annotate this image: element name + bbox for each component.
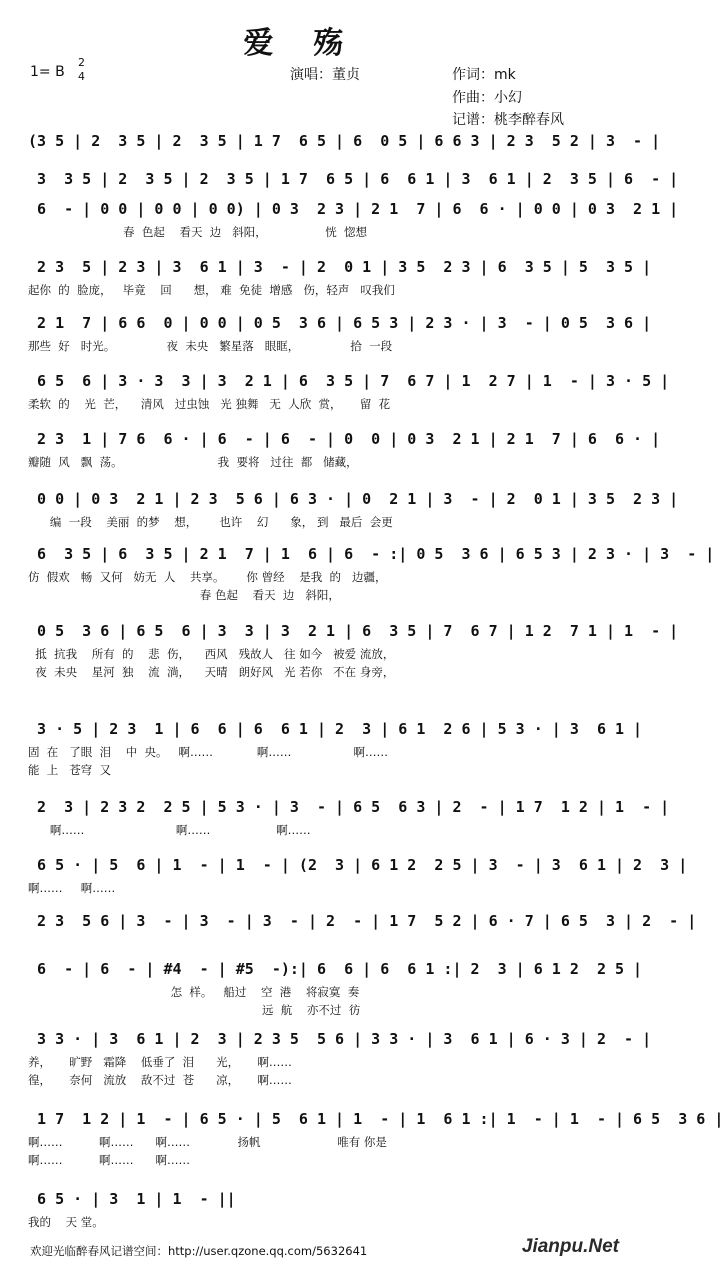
lyric-line: 柔软 的 光 芒， 清风 过虫蚀 光 独舞 无 人欣 赏， 留 花: [28, 397, 391, 411]
notation-line: 3 · 5 | 2 3 1 | 6 6 | 6 6 1 | 2 3 | 6 1 2 6 | 5 3 · | 3 6 1 |: [28, 720, 643, 738]
notation-line: 1 7 1 2 | 1 - | 6 5 · | 5 6 1 | 1 - | 1 6 1 :| 1 - | 1 - | 6 5 3 6 |: [28, 1110, 723, 1128]
lyric-line: 能 上 苍穹 又: [28, 763, 112, 777]
lyric-line: 啊…… 啊…… 啊……: [28, 1153, 190, 1167]
lyric-line: 夜 未央 星河 独 流 淌， 天晴 朗好风 光 若你 不在 身旁，: [28, 665, 395, 679]
site-watermark: Jianpu.Net: [521, 1236, 619, 1257]
lyric-line: 啊…… 啊…… 啊…… 扬帆 唯有 你是: [28, 1135, 387, 1149]
lyric-line: 远 航 亦不过 彷: [28, 1003, 361, 1017]
notation-line: 2 1 7 | 6 6 0 | 0 0 | 0 5 3 6 | 6 5 3 | 2 3 · | 3 - | 0 5 3 6 |: [28, 314, 652, 332]
time-signature-top: 2: [78, 56, 85, 69]
lyric-line: 我的 天 堂。: [28, 1215, 104, 1229]
notation-line: 2 3 5 6 | 3 - | 3 - | 3 - | 2 - | 1 7 5 2 | 6 · 7 | 6 5 3 | 2 - |: [28, 912, 697, 930]
lyric-line: 啊…… 啊…… 啊……: [28, 823, 311, 837]
notation-line: 6 5 · | 5 6 | 1 - | 1 - | (2 3 | 6 1 2 2 5 | 3 - | 3 6 1 | 2 3 |: [28, 856, 688, 874]
singer-credit: 演唱：董贞: [290, 67, 360, 83]
lyric-line: 仿 假欢 畅 又何 妨无 人 共享。 你 曾经 是我 的 边疆，: [28, 570, 387, 584]
notation-line: (3 5 | 2 3 5 | 2 3 5 | 1 7 6 5 | 6 0 5 | 6 6 3 | 2 3 5 2 | 3 - |: [28, 132, 661, 150]
notation-line: 3 3 5 | 2 3 5 | 2 3 5 | 1 7 6 5 | 6 6 1 | 3 6 1 | 2 3 5 | 6 - |: [28, 170, 679, 188]
lyric-line: 瓣随 风 飘 荡。 我 要将 过往 都 储藏，: [28, 455, 358, 469]
lyric-line: 抵 抗我 所有 的 悲 伤， 西风 残故人 往 如今 被爱 流放，: [28, 647, 395, 661]
lyric-line: 那些 好 时光。 夜 未央 繁星落 眼眶， 拾 一段: [28, 339, 393, 353]
notation-line: 6 3 5 | 6 3 5 | 2 1 7 | 1 6 | 6 - :| 0 5 3 6 | 6 5 3 | 2 3 · | 3 - |: [28, 545, 715, 563]
notation-line: 6 5 6 | 3 · 3 3 | 3 2 1 | 6 3 5 | 7 6 7 | 1 2 7 | 1 - | 3 · 5 |: [28, 372, 670, 390]
lyric-line: 起你 的 脸庞， 毕竟 回 想， 难 免徒 增感 伤，轻声 叹我们: [28, 283, 395, 297]
footer-text: 欢迎光临醉春风记谱空间：http://user.qzone.qq.com/5632641: [30, 1244, 368, 1258]
notation-line: 0 5 3 6 | 6 5 6 | 3 3 | 3 2 1 | 6 3 5 | 7 6 7 | 1 2 7 1 | 1 - |: [28, 622, 679, 640]
lyric-line: 固 在 了眼 泪 中 央。 啊…… 啊…… 啊……: [28, 745, 388, 759]
notation-line: 2 3 1 | 7 6 6 · | 6 - | 6 - | 0 0 | 0 3 2 1 | 2 1 7 | 6 6 · |: [28, 430, 661, 448]
song-title: 爱殇: [243, 26, 384, 61]
lyricist-credit: 作词：mk: [452, 67, 516, 83]
lyric-line: 啊…… 啊……: [28, 881, 116, 895]
notation-line: 6 5 · | 3 1 | 1 - ||: [28, 1190, 236, 1208]
lyric-line: 怎 样。 船过 空 港 将寂寞 奏: [28, 985, 360, 999]
composer-credit: 作曲：小幻: [452, 90, 522, 106]
lyric-line: 编 一段 美丽 的梦 想， 也许 幻 象， 到 最后 会更: [28, 515, 393, 529]
key-signature: 1= B: [30, 64, 65, 80]
lyric-line: 养， 旷野 霜降 低垂了 泪 光， 啊……: [28, 1055, 292, 1069]
notation-line: 6 - | 0 0 | 0 0 | 0 0) | 0 3 2 3 | 2 1 7 | 6 6 · | 0 0 | 0 3 2 1 |: [28, 200, 679, 218]
lyric-line: 徨， 奈何 流放 敌不过 苍 凉， 啊……: [28, 1073, 292, 1087]
lyric-line: 春 色起 看天 边 斜阳， 恍 惚想: [28, 225, 368, 239]
time-signature-bottom: 4: [78, 70, 85, 83]
notation-line: 6 - | 6 - | #4 - | #5 -):| 6 6 | 6 6 1 :| 2 3 | 6 1 2 2 5 |: [28, 960, 643, 978]
lyric-line: 春 色起 看天 边 斜阳，: [28, 588, 340, 602]
notation-line: 3 3 · | 3 6 1 | 2 3 | 2 3 5 5 6 | 3 3 · | 3 6 1 | 6 · 3 | 2 - |: [28, 1030, 652, 1048]
transcriber-credit: 记谱：桃李醉春风: [452, 112, 564, 128]
notation-line: 2 3 | 2 3 2 2 5 | 5 3 · | 3 - | 6 5 6 3 | 2 - | 1 7 1 2 | 1 - |: [28, 798, 670, 816]
notation-line: 0 0 | 0 3 2 1 | 2 3 5 6 | 6 3 · | 0 2 1 | 3 - | 2 0 1 | 3 5 2 3 |: [28, 490, 679, 508]
notation-line: 2 3 5 | 2 3 | 3 6 1 | 3 - | 2 0 1 | 3 5 2 3 | 6 3 5 | 5 3 5 |: [28, 258, 652, 276]
